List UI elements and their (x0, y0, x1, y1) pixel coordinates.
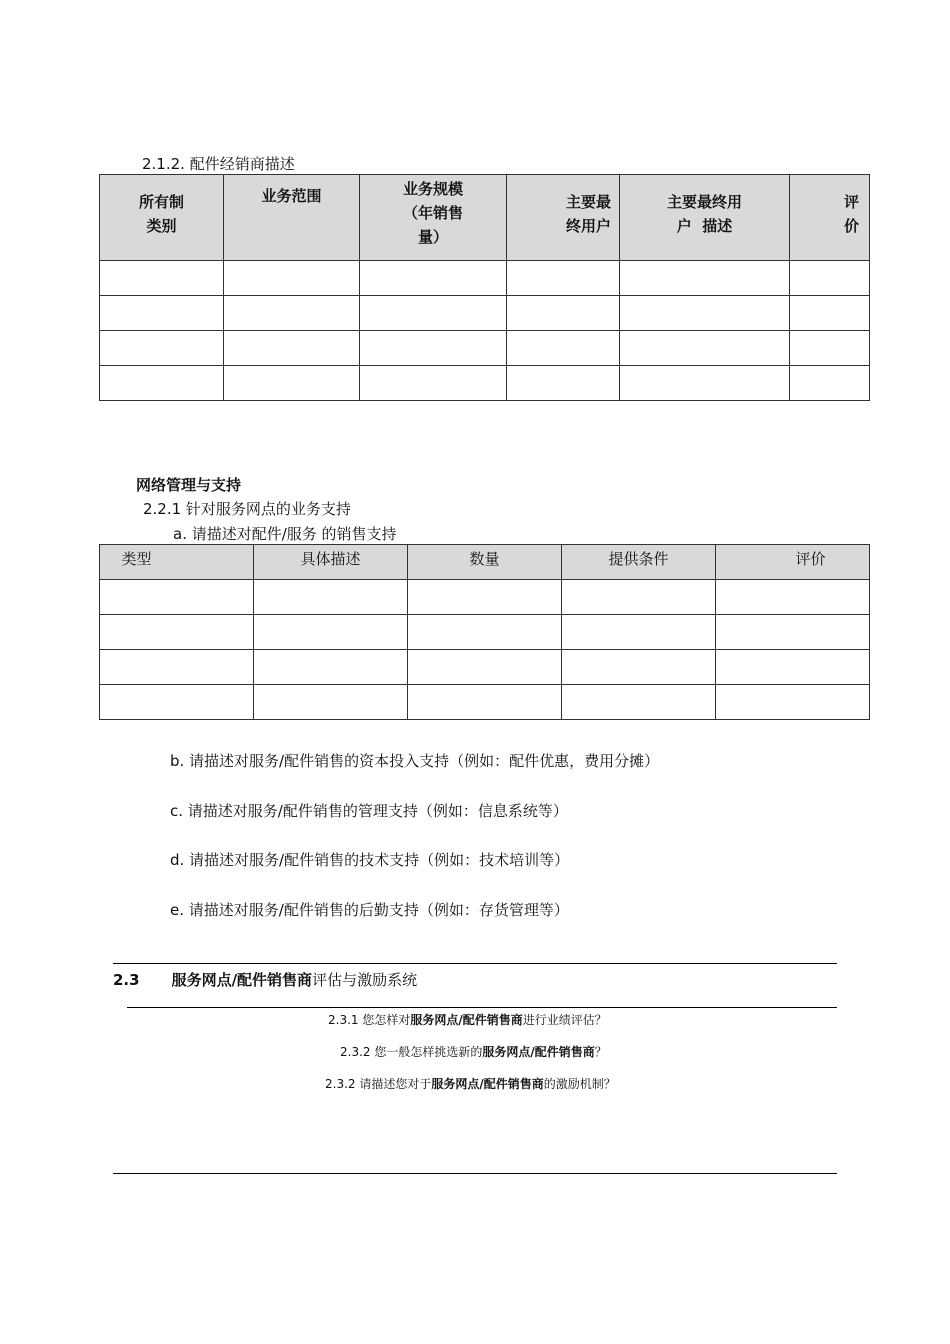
table-cell[interactable] (224, 261, 360, 296)
table-cell[interactable] (224, 366, 360, 401)
header-type: 类型 (100, 545, 254, 580)
table-cell[interactable] (790, 331, 870, 366)
item-b: b. 请描述对服务/配件销售的资本投入支持（例如：配件优惠，费用分摊） (170, 752, 660, 770)
header-conditions: 提供条件 (562, 545, 716, 580)
divider (113, 1173, 837, 1174)
section-title-rest: 评估与激励系统 (312, 971, 418, 989)
table-cell[interactable] (360, 296, 507, 331)
table-cell[interactable] (100, 261, 224, 296)
table-cell[interactable] (100, 331, 224, 366)
header-main-end-users: 主要最 终用户 (507, 175, 620, 261)
table-cell[interactable] (100, 650, 254, 685)
section-2-3-title (113, 969, 417, 990)
header-ownership: 所有制 类别 (100, 175, 224, 261)
table-cell[interactable] (224, 296, 360, 331)
section-network-heading: 网络管理与支持 (136, 476, 242, 494)
table-cell[interactable] (100, 296, 224, 331)
table-cell[interactable] (620, 261, 790, 296)
table-cell[interactable] (408, 580, 562, 615)
sales-support-table (99, 544, 870, 720)
table-row (100, 296, 870, 331)
distributor-table (99, 174, 870, 401)
table-cell[interactable] (790, 296, 870, 331)
section-number: 2.3 (113, 971, 140, 989)
table-cell[interactable] (100, 615, 254, 650)
header-business-scale: 业务规模 （年销售 量） (360, 175, 507, 261)
item-c: c. 请描述对服务/配件销售的管理支持（例如：信息系统等） (170, 802, 568, 820)
table-row (100, 650, 870, 685)
table-header-row (100, 545, 870, 580)
table-cell[interactable] (408, 685, 562, 720)
section-title-bold: 服务网点/配件销售商 (171, 971, 313, 989)
table-cell[interactable] (224, 331, 360, 366)
table-cell[interactable] (100, 580, 254, 615)
table-row (100, 331, 870, 366)
divider (127, 1007, 837, 1008)
table-cell[interactable] (507, 261, 620, 296)
table-cell[interactable] (408, 650, 562, 685)
table-row (100, 261, 870, 296)
table-cell[interactable] (790, 366, 870, 401)
table-cell[interactable] (562, 685, 716, 720)
header-end-user-description: 主要最终用 户 描述 (620, 175, 790, 261)
header-business-scope: 业务范围 (224, 175, 360, 261)
header-evaluation: 评 价 (790, 175, 870, 261)
table-row (100, 580, 870, 615)
table-cell[interactable] (408, 615, 562, 650)
table-cell[interactable] (716, 685, 870, 720)
table-row (100, 615, 870, 650)
item-d: d. 请描述对服务/配件销售的技术支持（例如：技术培训等） (170, 851, 570, 869)
table-cell[interactable] (254, 580, 408, 615)
table-cell[interactable] (620, 296, 790, 331)
table-cell[interactable] (562, 650, 716, 685)
table-cell[interactable] (507, 331, 620, 366)
table-cell[interactable] (254, 615, 408, 650)
table-cell[interactable] (507, 366, 620, 401)
table-cell[interactable] (100, 685, 254, 720)
item-e: e. 请描述对服务/配件销售的后勤支持（例如：存货管理等） (170, 901, 569, 919)
table-row (100, 685, 870, 720)
table-cell[interactable] (254, 685, 408, 720)
question-2-3-2-incentive: 2.3.2 请描述您对于服务网点/配件销售商的激励机制？ (325, 1077, 616, 1091)
question-2-3-1: 2.3.1 您怎样对服务网点/配件销售商进行业绩评估？ (328, 1013, 607, 1027)
table-cell[interactable] (507, 296, 620, 331)
item-a: a. 请描述对配件/服务 的销售支持 (173, 525, 397, 543)
header-quantity: 数量 (408, 545, 562, 580)
table-cell[interactable] (254, 650, 408, 685)
table-cell[interactable] (360, 331, 507, 366)
table-cell[interactable] (360, 261, 507, 296)
table-row (100, 366, 870, 401)
table-cell[interactable] (562, 580, 716, 615)
table-cell[interactable] (716, 615, 870, 650)
table-cell[interactable] (716, 650, 870, 685)
divider (113, 963, 837, 964)
table-cell[interactable] (620, 366, 790, 401)
table-cell[interactable] (790, 261, 870, 296)
table-cell[interactable] (562, 615, 716, 650)
header-evaluation: 评价 (716, 545, 870, 580)
header-detail: 具体描述 (254, 545, 408, 580)
section-2-1-2-title: 2.1.2. 配件经销商描述 (142, 155, 295, 173)
question-2-3-2: 2.3.2 您一般怎样挑选新的服务网点/配件销售商？ (340, 1045, 607, 1059)
table-cell[interactable] (100, 366, 224, 401)
section-2-2-1-title: 2.2.1 针对服务网点的业务支持 (143, 500, 351, 518)
table-cell[interactable] (716, 580, 870, 615)
table-cell[interactable] (620, 331, 790, 366)
table-cell[interactable] (360, 366, 507, 401)
table-header-row (100, 175, 870, 261)
